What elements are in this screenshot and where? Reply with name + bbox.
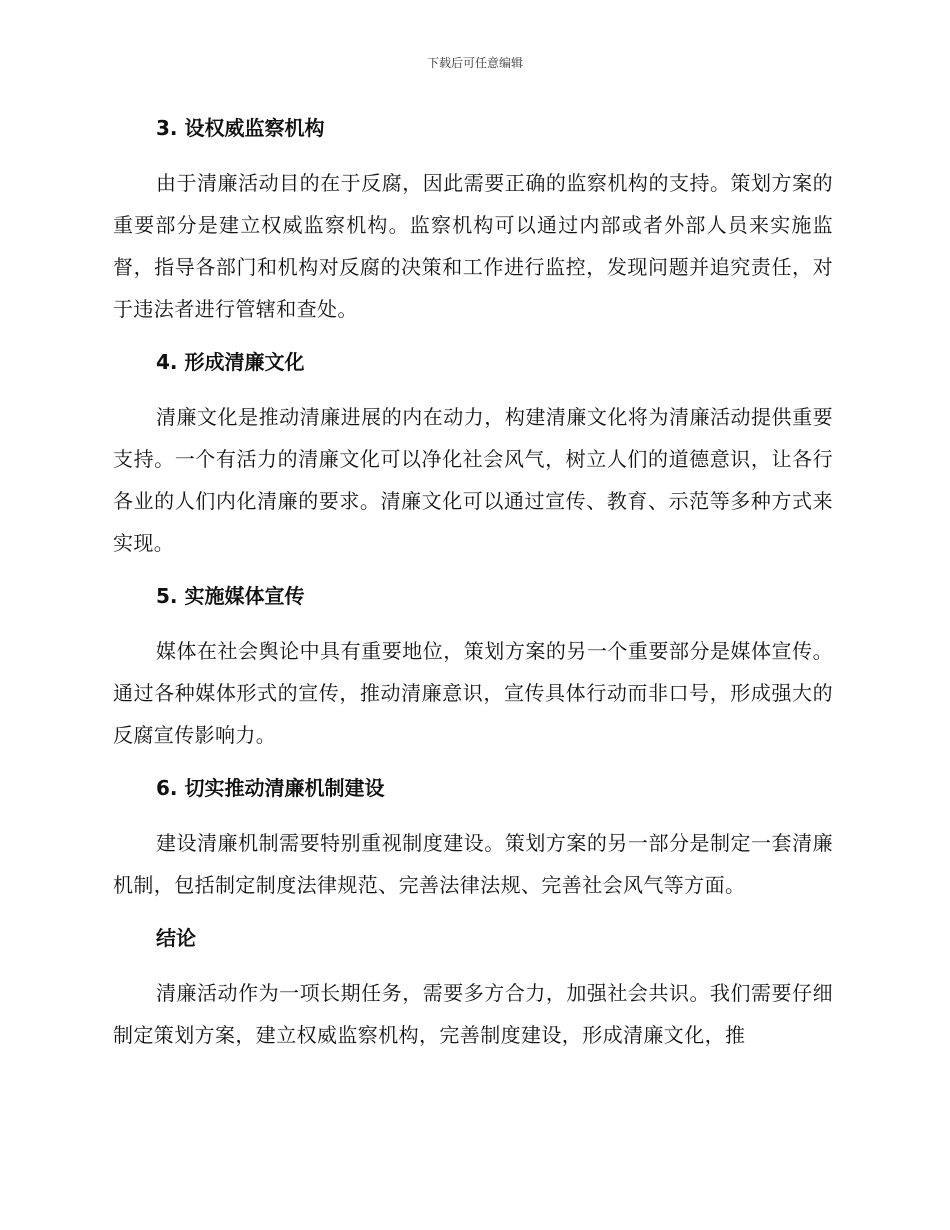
section-title: 4. 形成清廉文化 [156,350,305,374]
section-5 [113,576,833,756]
section-title: 6. 切实推动清廉机制建设 [156,776,385,800]
section-3 [113,108,833,330]
section-title: 结论 [156,926,196,950]
section-paragraph: 清廉文化是推动清廉进展的内在动力，构建清廉文化将为清廉活动提供重要支持。一个有活力的清廉文化可以净化社会风气，树立人们的道德意识，让各行各业的人们内化清廉的要求。清廉文化可以通过宣传、教育、示范等多种方式来实现。 [113,405,833,555]
section-title: 3. 设权威监察机构 [156,116,325,140]
document-body [113,108,833,1056]
section-paragraph: 由于清廉活动目的在于反腐，因此需要正确的监察机构的支持。策划方案的重要部分是建立权威监察机构。监察机构可以通过内部或者外部人员来实施监督，指导各部门和机构对反腐的决策和工作进行监控，发现问题并追究责任，对于违法者进行管辖和查处。 [113,171,833,321]
section-title: 5. 实施媒体宣传 [156,584,305,608]
page-header: 下载后可任意编辑 [426,56,523,70]
section-6 [113,768,833,906]
section-paragraph: 清廉活动作为一项长期任务，需要多方合力，加强社会共识。我们需要仔细制定策划方案，建立权威监察机构，完善制度建设，形成清廉文化，推 [113,981,833,1047]
section-paragraph: 建设清廉机制需要特别重视制度建设。策划方案的另一部分是制定一套清廉机制，包括制定制度法律规范、完善法律法规、完善社会风气等方面。 [113,831,833,897]
section-4 [113,342,833,564]
section-paragraph: 媒体在社会舆论中具有重要地位，策划方案的另一个重要部分是媒体宣传。通过各种媒体形式的宣传，推动清廉意识，宣传具体行动而非口号，形成强大的反腐宣传影响力。 [113,639,833,747]
section-conclusion [113,918,833,1056]
